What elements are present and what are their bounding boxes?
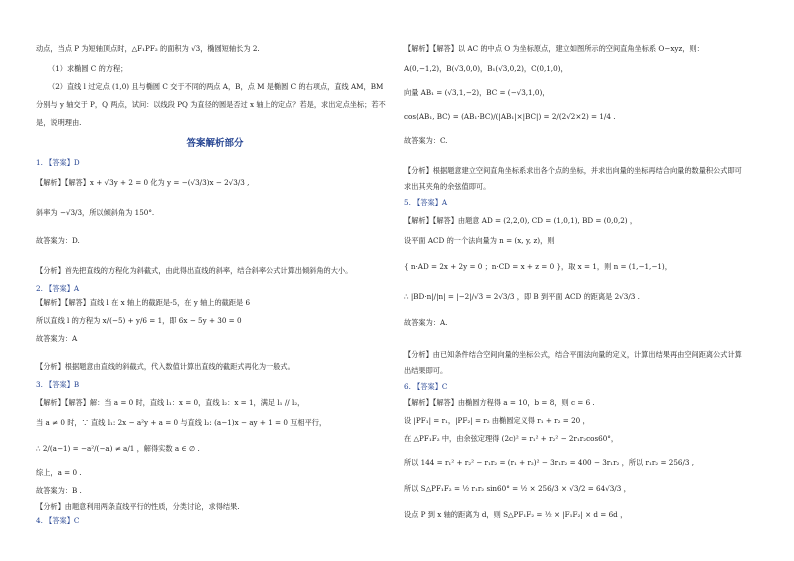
right-column xyxy=(404,0,764,561)
answer-heading: 4. 【答案】C xyxy=(36,516,80,525)
left-column xyxy=(36,0,394,561)
answer-heading: 1. 【答案】D xyxy=(36,158,80,167)
solution-line: 斜率为 −√3/3，所以倾斜角为 150°. xyxy=(36,208,155,217)
solution-line: 【解析】【解答】x + √3y + 2 = 0 化为 y = −(√3/3)x − 2√3/3 , xyxy=(36,178,250,187)
analysis-line: 【分析】由题意利用两条直线平行的性质，分类讨论，求得结果. xyxy=(36,502,240,511)
solution-line: ∴ |BD·n|/|n| = |−2|/√3 = 2√3/3 ，即 B 到平面 ACD 的距离是 2√3/3 . xyxy=(404,292,640,301)
analysis-line: 【分析】根据题意建立空间直角坐标系求出各个点的坐标，并求出向量的坐标再结合向量的数量积公式即可 xyxy=(404,166,742,175)
solution-line: 设平面 ACD 的一个法向量为 n = (x, y, z)，则 xyxy=(404,236,555,245)
analysis-line: 【分析】由已知条件结合空间向量的坐标公式，结合平面法向量的定义，计算出结果再由空间距离公式计算 xyxy=(404,350,742,359)
solution-line: 【解析】【解答】解：当 a = 0 时，直线 l₁：x = 0，直线 l₂：x = 1，满足 l₁ // l₂， xyxy=(36,398,305,407)
solution-line: 所以直线 l 的方程为 x/(−5) + y/6 = 1，即 6x − 5y + 30 = 0 xyxy=(36,316,242,325)
solution-line: 在 △PF₁F₂ 中，由余弦定理得 (2c)² = r₁² + r₂² − 2r₁r₂cos60°， xyxy=(404,434,619,443)
analysis-line: 出结果即可。 xyxy=(404,366,448,375)
solution-line: 设点 P 到 x 轴的距离为 d，则 S△PF₁F₂ = ½ × |F₁F₂| × d = 6d ， xyxy=(404,510,628,519)
solution-line: 向量 AB₁ = (√3,1,−2)，BC = (−√3,1,0)， xyxy=(404,88,550,97)
solution-line: 【解析】【解答】直线 l 在 x 轴上的截距是-5，在 y 轴上的截距是 6 xyxy=(36,298,251,307)
solution-line: 【解析】【解答】由椭圆方程得 a = 10，b = 8，则 c = 6 . xyxy=(404,398,595,407)
solution-line: 所以 S△PF₁F₂ = ½ r₁r₂ sin60° = ½ × 256/3 × √3/2 = 64√3/3 ， xyxy=(404,484,631,493)
answer-heading: 2. 【答案】A xyxy=(36,284,80,293)
solution-line: cos⟨AB₁, BC⟩ = (AB₁·BC)/(|AB₁|×|BC|) = 2/(2√2×2) = 1/4 . xyxy=(404,112,616,121)
problem-text-line: （1）求椭圆 C 的方程； xyxy=(48,64,128,73)
solution-line: 【解析】【解答】由题意 AD = (2,2,0), CD = (1,0,1), BD = (0,0,2) ， xyxy=(404,216,638,225)
solution-line: 综上，a = 0 . xyxy=(36,468,82,477)
answer-heading: 6. 【答案】C xyxy=(404,382,448,391)
solution-line: 故答案为：A. xyxy=(404,318,448,327)
solution-line: 故答案为：A xyxy=(36,334,78,343)
solution-line: ∴ 2/(a−1) = −a²/(−a) ≠ a/1 ，解得实数 a ∈ ∅ . xyxy=(36,444,200,453)
solution-line: 所以 144 = r₁² + r₂² − r₁r₂ = (r₁ + r₂)² − 3r₁r₂ = 400 − 3r₁r₂ ，所以 r₁r₂ = 256/3 , xyxy=(404,458,695,467)
solution-line: { n·AD = 2x + 2y = 0 ；n·CD = x + z = 0 }，取 x = 1，则 n = (1,−1,−1)， xyxy=(404,262,672,271)
solution-line: A(0,−1,2)，B(√3,0,0)，B₁(√3,0,2)，C(0,1,0)， xyxy=(404,64,568,73)
solution-line: 【解析】【解答】以 AC 的中点 O 为坐标原点，建立如图所示的空间直角坐标系 O−xyz，则： xyxy=(404,44,704,53)
solution-line: 当 a ≠ 0 时，∵ 直线 l₁: 2x − a²y + a = 0 与直线 l₂: (a−1)x − ay + 1 = 0 互相平行， xyxy=(36,418,327,427)
solution-line: 故答案为：C. xyxy=(404,136,448,145)
answer-heading: 5. 【答案】A xyxy=(404,198,448,207)
analysis-line: 求出其夹角的余弦值即可。 xyxy=(404,182,491,191)
problem-text-line: 分别与 y 轴交于 P，Q 两点，试问：以线段 PQ 为直径的圆是否过 x 轴上的定点？若是，求出定点坐标；若不 xyxy=(36,100,386,109)
solution-line: 故答案为：B . xyxy=(36,486,82,495)
problem-text-line: 动点，当点 P 为短轴顶点时，△F₁PF₂ 的面积为 √3，椭圆短轴长为 2. xyxy=(36,44,260,53)
answer-heading: 3. 【答案】B xyxy=(36,380,80,389)
analysis-line: 【分析】首先把直线的方程化为斜截式，由此得出直线的斜率，结合斜率公式计算出倾斜角的大小。 xyxy=(36,266,353,275)
section-title: 答案解析部分 xyxy=(186,138,244,149)
solution-line: 设 |PF₁| = r₁，|PF₂| = r₂ 由椭圆定义得 r₁ + r₂ = 20 ， xyxy=(404,416,590,425)
analysis-line: 【分析】根据题意由直线的斜截式，代入数值计算出直线的截距式再化为一般式。 xyxy=(36,362,295,371)
problem-text-line: 是，说明理由. xyxy=(36,118,82,127)
solution-line: 故答案为：D. xyxy=(36,236,80,245)
problem-text-line: （2）直线 l 过定点 (1,0) 且与椭圆 C 交于不同的两点 A，B，点 M 是椭圆 C 的右项点，直线 AM，BM xyxy=(48,82,384,91)
